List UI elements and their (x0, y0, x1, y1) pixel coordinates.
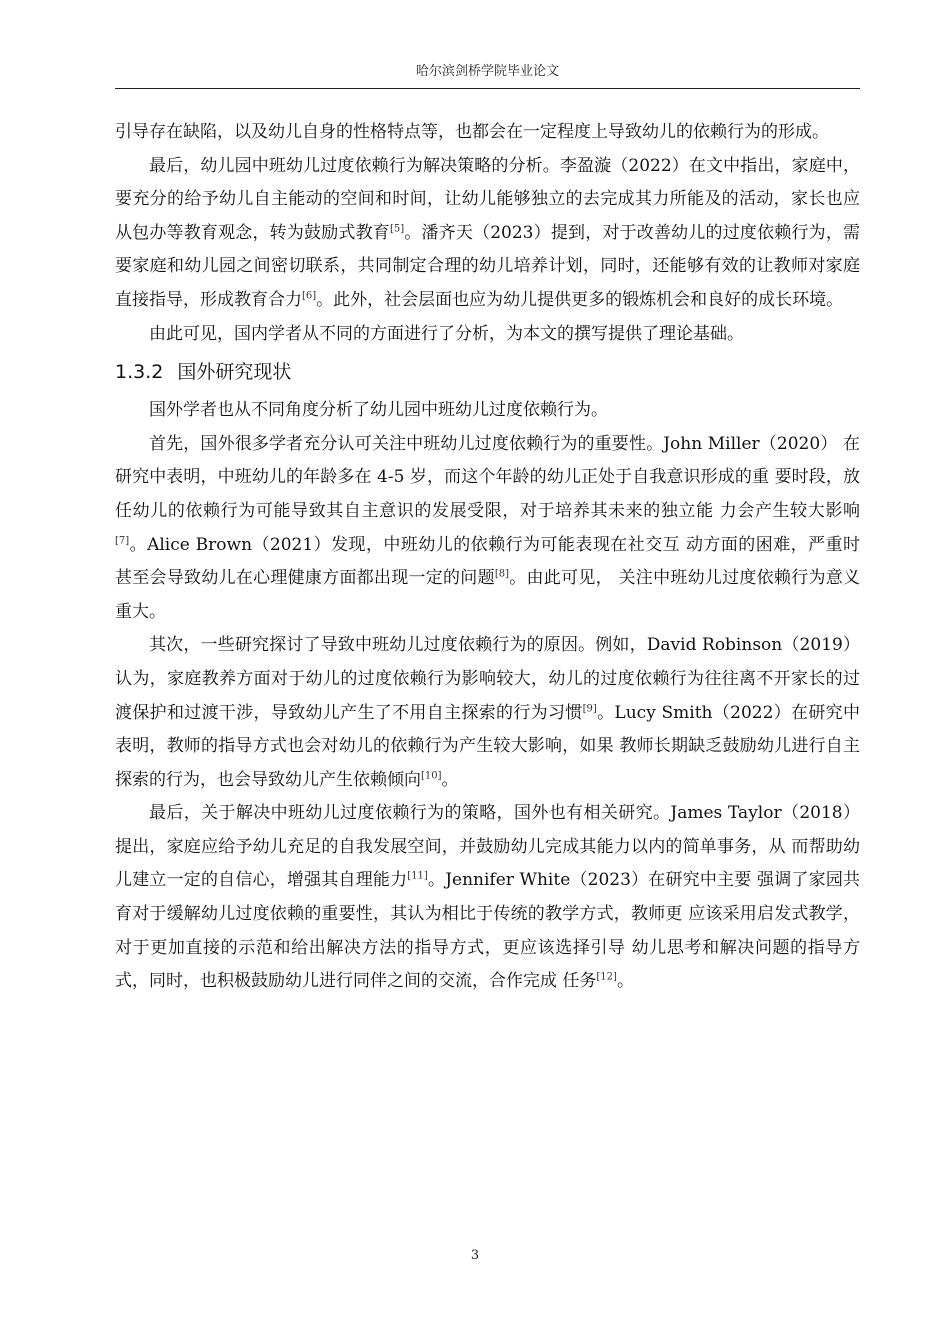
domestic-review-paragraphs (115, 116, 860, 351)
paragraph-text: 其次，一些研究探讨了导致中班幼儿过度依赖行为的原因。例如，David Robinson（2019）认为，家庭教养方面对于幼儿的过度依赖行为影响较大，幼儿的过度依赖行为往往离不开家长的过渡保护和过渡干涉，导致幼儿产生了不用自主探索的行为习惯 (115, 635, 860, 723)
paragraph-text: 最后，幼儿园中班幼儿过度依赖行为解决策略的分析。李盈漩（2022）在文中指出，家庭中，要充分的给予幼儿自主能动的空间和时间，让幼儿能够独立的去完成其力所能及的活动，家长也应从包办等教育观念，转为鼓励式教育 (115, 155, 860, 243)
foreign-review-paragraphs (115, 394, 860, 999)
paragraph-text: 。此外，社会层面也应为幼儿提供更多的锻炼机会和良好的成长环境。 (316, 289, 844, 310)
body-paragraph (115, 318, 860, 352)
body-paragraph (115, 797, 860, 999)
paragraph-text: 。Alice Brown（2021）发现，中班幼儿的依赖行为可能表现在社交互 动方面的困难，严重时甚至会导致幼儿在心理健康方面都出现一定的问题 (115, 534, 860, 589)
body-paragraph (115, 394, 860, 428)
body-paragraph (115, 629, 860, 797)
body-paragraph (115, 116, 860, 150)
section-title: 国外研究现状 (177, 361, 292, 384)
section-number: 1.3.2 (115, 361, 164, 384)
citation-marker: [8] (494, 568, 510, 580)
paragraph-text: 。Lucy Smith（2022）在研究中表明，教师的指导方式也会对幼儿的依赖行为产生较大影响，如果 教师长期缺乏鼓励幼儿进行自主探索的行为，也会导致幼儿产生依赖倾向 (115, 702, 861, 790)
paragraph-text: 由此可见，国内学者从不同的方面进行了分析，为本文的撰写提供了理论基础。 (149, 323, 744, 344)
page-number: 3 (470, 1248, 480, 1263)
paragraph-text: 首先，国外很多学者充分认可关注中班幼儿过度依赖行为的重要性。John Miller（2020） 在研究中表明，中班幼儿的年龄多在 4-5 岁，而这个年龄的幼儿正处于自我意识形成的重 要时段，放任幼儿的依赖行为可能导致其自主意识的发展受限，对于培养其未来的独立能 力会产生较大影响 (115, 433, 860, 521)
paragraph-text: 最后，关于解决中班幼儿过度依赖行为的策略，国外也有相关研究。James Taylor（2018） 提出，家庭应给予幼儿充足的自我发展空间，并鼓励幼儿完成其能力以内的简单事务，从 而帮助幼儿建立一定的自信心，增强其自理能力 (115, 803, 860, 891)
citation-marker: [6] (302, 290, 317, 302)
paragraph-text: 。由此可见， 关注中班幼儿过度依赖行为意义重大。 (115, 568, 860, 622)
paragraph-text: 。 (616, 971, 634, 992)
citation-marker: [9] (582, 702, 597, 714)
section-heading (115, 354, 860, 390)
body-paragraph (115, 428, 860, 630)
citation-marker: [10] (421, 770, 442, 782)
paragraph-text: 。潘齐天（2023）提到，对于改善幼儿的过度依赖行为，需要家庭和幼儿园之间密切联系，共同制定合理的幼儿培养计划，同时，还能够有效的让教师对家庭直接指导，形成教育合力 (115, 222, 860, 310)
citation-marker: [12] (596, 971, 617, 983)
document-body (115, 116, 860, 999)
page-header (115, 62, 860, 89)
paragraph-text: 国外学者也从不同角度分析了幼儿园中班幼儿过度依赖行为。 (149, 400, 608, 421)
body-paragraph (115, 150, 860, 318)
paragraph-text: 引导存在缺陷，以及幼儿自身的性格特点等，也都会在一定程度上导致幼儿的依赖行为的形成。 (115, 122, 829, 142)
citation-marker: [5] (389, 223, 405, 235)
citation-marker: [7] (115, 534, 130, 546)
citation-marker: [11] (407, 870, 428, 882)
paragraph-text: 。Jennifer White（2023）在研究中主要 强调了家园共育对于缓解幼儿过度依赖的重要性，其认为相比于传统的教学方式，教师更 应该采用启发式教学，对于更加直接的示范和给出解决方法的指导方式，更应该选择引导 幼儿思考和解决问题的指导方式，同时，也积极鼓励幼儿进行同伴之间的交流，合作完成 任务 (115, 870, 861, 992)
header-title: 哈尔滨剑桥学院毕业论文 (415, 64, 559, 79)
paragraph-text: 。 (441, 769, 459, 790)
